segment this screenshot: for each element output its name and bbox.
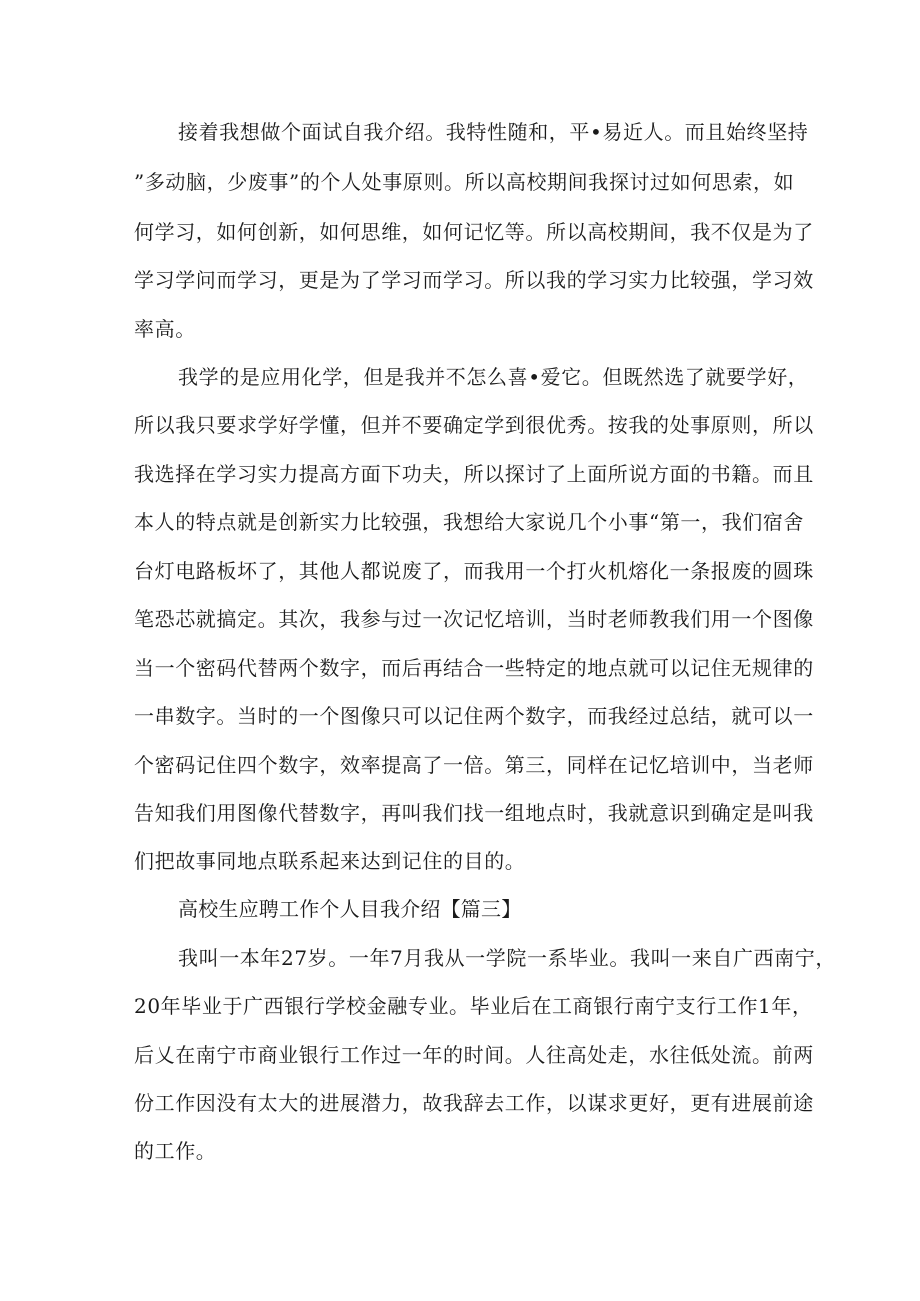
text-line: 份工作因没有太大的进展潜力，故我辞去工作，以谋求更好，更有进展前途	[134, 1091, 814, 1115]
text-line: 率高。	[134, 317, 196, 341]
text-line: 个密码记住四个数字，效率提高了一倍。第三，同样在记忆培训中，当老师	[134, 753, 814, 777]
text-line: 笔恐芯就搞定。其次，我参与过一次记忆培训，当时老师教我们用一个图像	[134, 607, 814, 631]
text-line: 后乂在南宁市商业银行工作过一年的时间。人往高处走，水往低处流。前两	[134, 1043, 814, 1067]
text-line: 所以我只要求学好学懂，但并不要确定学到很优秀。按我的处事原则，所以	[134, 413, 814, 437]
text-line: 学习学问而学习，更是为了学习而学习。所以我的学习实力比较强，学习效	[134, 268, 814, 292]
text-line: 20年毕业于广西银行学校金融专业。毕业后在工商银行南宁支行工作1年，	[134, 994, 813, 1018]
text-line: 本人的特点就是创新实力比较强，我想给大家说几个小事“第一，我们宿舍	[134, 510, 805, 534]
text-line: ”多动脑，少废事”的个人处事原则。所以高校期间我探讨过如何思索，如	[134, 170, 795, 194]
text-line: 我学的是应用化学，但是我并不怎么喜•爱它。但既然选了就要学好，	[178, 365, 809, 389]
text-line: 我叫一本年27岁。一年7月我从一学院一系毕业。我叫一来自广西南宁，	[178, 946, 836, 970]
text-line: 们把故事同地点联系起来达到记住的目的。	[134, 849, 526, 873]
text-line: 当一个密码代替两个数字，而后再结合一些特定的地点就可以记住无规律的	[134, 656, 814, 680]
text-line: 台灯电路板坏了，其他人都说废了，而我用一个打火机熔化一条报废的圆珠	[134, 559, 814, 583]
text-line: 我选择在学习实力提高方面下功夫，所以探讨了上面所说方面的书籍。而且	[134, 462, 814, 486]
text-line: 的工作。	[134, 1139, 217, 1163]
heading-text: 高校生应聘工作个人目我介绍【篇三】	[178, 897, 522, 921]
text-line: 一串数字。当时的一个图像只可以记住两个数字，而我经过总结，就可以一	[134, 704, 814, 728]
text-line: 接着我想做个面试自我介绍。我特性随和，平•易近人。而且始终坚持	[178, 120, 809, 144]
text-line: 何学习，如何创新，如何思维，如何记忆等。所以高校期间，我不仅是为了	[134, 220, 814, 244]
text-line: 告知我们用图像代替数字，再叫我们找一组地点时，我就意识到确定是叫我	[134, 801, 814, 825]
